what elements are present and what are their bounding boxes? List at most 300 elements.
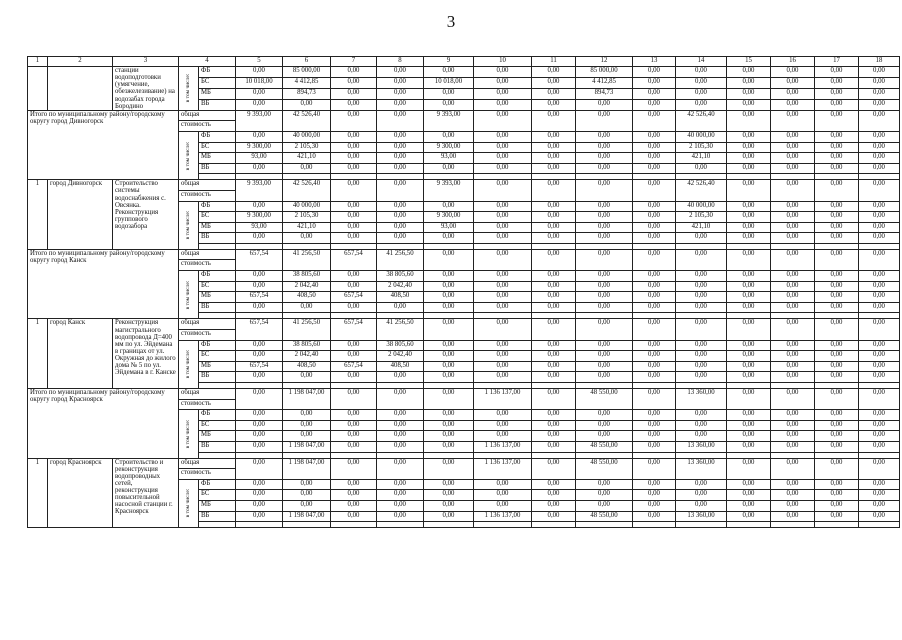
cell-value: 0,00 <box>474 431 532 442</box>
cell-value: 0,00 <box>676 302 727 313</box>
cell-value: 0,00 <box>676 420 727 431</box>
total-value: 0,00 <box>532 249 576 270</box>
cell-value: 0,00 <box>727 431 771 442</box>
cell-value: 0,00 <box>727 441 771 452</box>
vtc-text: в том числе: <box>184 74 191 103</box>
spacer-cell <box>576 522 633 528</box>
cell-value: 0,00 <box>532 222 576 233</box>
total-value: 0,00 <box>859 389 900 410</box>
total-value: 9 393,00 <box>236 180 283 201</box>
cell-value: 0,00 <box>815 292 859 303</box>
cell-value: 0,00 <box>859 372 900 383</box>
header-cell-4: 4 <box>179 57 236 67</box>
cell-value: 0,00 <box>283 372 331 383</box>
cell-value: 0,00 <box>377 490 424 501</box>
cell-value: 0,00 <box>727 479 771 490</box>
spacer-cell <box>815 522 859 528</box>
cell-value: 0,00 <box>331 212 377 223</box>
cell-value: 0,00 <box>283 99 331 110</box>
funding-source: ВБ <box>199 302 236 313</box>
cell-value: 0,00 <box>331 233 377 244</box>
spacer-cell <box>199 522 236 528</box>
cell-value: 0,00 <box>676 292 727 303</box>
cell-value: 0,00 <box>727 281 771 292</box>
cell-value: 421,10 <box>283 222 331 233</box>
cell-value: 0,00 <box>727 201 771 212</box>
cell-value: 0,00 <box>633 163 676 174</box>
cell-value: 0,00 <box>633 302 676 313</box>
cell-value: 0,00 <box>815 340 859 351</box>
cell-value: 0,00 <box>532 351 576 362</box>
cell-value: 0,00 <box>424 511 474 522</box>
total-value: 0,00 <box>771 249 815 270</box>
cell-value: 4 412,85 <box>283 77 331 88</box>
spacer-cell <box>676 522 727 528</box>
total-value: 0,00 <box>859 110 900 131</box>
total-value: 0,00 <box>331 110 377 131</box>
cell-value: 0,00 <box>532 142 576 153</box>
funding-source: ФБ <box>199 479 236 490</box>
cell-value: 0,00 <box>424 163 474 174</box>
cell-value: 657,54 <box>331 292 377 303</box>
total-value: 42 526,40 <box>283 110 331 131</box>
cell-value: 0,00 <box>815 441 859 452</box>
cell-value: 0,00 <box>532 441 576 452</box>
cell-value: 421,10 <box>676 153 727 164</box>
cell-value: 0,00 <box>633 88 676 99</box>
cell-value: 2 042,40 <box>377 281 424 292</box>
funding-source: МБ <box>199 153 236 164</box>
cell-value: 0,00 <box>331 410 377 421</box>
cell-value: 0,00 <box>771 441 815 452</box>
total-value: 0,00 <box>576 110 633 131</box>
cell-value: 10 018,00 <box>424 77 474 88</box>
cell-value: 0,00 <box>424 302 474 313</box>
cell-value: 0,00 <box>377 153 424 164</box>
cell-value: 0,00 <box>331 511 377 522</box>
cell-value: 0,00 <box>576 361 633 372</box>
cell-value: 0,00 <box>576 292 633 303</box>
cell-value: 0,00 <box>424 88 474 99</box>
cell-value: 0,00 <box>859 292 900 303</box>
cell-value: 0,00 <box>633 233 676 244</box>
cell-value: 0,00 <box>576 201 633 212</box>
cell-value: 0,00 <box>771 281 815 292</box>
cell-value: 9 300,00 <box>424 212 474 223</box>
cell-value: 0,00 <box>633 500 676 511</box>
cell-value: 0,00 <box>532 271 576 282</box>
cell-value: 0,00 <box>633 222 676 233</box>
cell-value: 0,00 <box>633 131 676 142</box>
total-value: 0,00 <box>859 319 900 340</box>
total-row <box>28 110 900 121</box>
total-value: 0,00 <box>633 389 676 410</box>
vtc-label <box>179 340 199 388</box>
funding-source: БС <box>199 212 236 223</box>
cell-value: 0,00 <box>283 490 331 501</box>
cell-value: 0,00 <box>576 142 633 153</box>
total-value: 1 136 137,00 <box>474 389 532 410</box>
total-value: 0,00 <box>236 389 283 410</box>
cell-value: 0,00 <box>771 67 815 78</box>
cell-value: 0,00 <box>377 163 424 174</box>
cell-value: 0,00 <box>633 77 676 88</box>
cell-value: 0,00 <box>532 361 576 372</box>
cell-value: 0,00 <box>815 302 859 313</box>
vtc-text: в том числе: <box>184 489 191 518</box>
cell-value: 0,00 <box>859 163 900 174</box>
cell-value: 38 805,60 <box>377 271 424 282</box>
cell-value: 0,00 <box>331 420 377 431</box>
total-value: 13 360,00 <box>676 389 727 410</box>
cell-value: 40 000,00 <box>283 131 331 142</box>
cell-value: 0,00 <box>633 479 676 490</box>
total-value: 0,00 <box>331 180 377 201</box>
cell-value: 0,00 <box>815 361 859 372</box>
row-number: 1 <box>28 458 48 528</box>
cell-value: 0,00 <box>815 201 859 212</box>
total-value: 0,00 <box>676 319 727 340</box>
total-value: 0,00 <box>377 389 424 410</box>
cell-value: 0,00 <box>377 511 424 522</box>
cell-value: 0,00 <box>771 88 815 99</box>
cell-value: 0,00 <box>424 131 474 142</box>
cell-value: 2 105,30 <box>283 212 331 223</box>
source-row <box>28 67 900 78</box>
cell-value: 0,00 <box>474 351 532 362</box>
cell-value: 0,00 <box>576 163 633 174</box>
total-value: 0,00 <box>727 110 771 131</box>
total-value: 0,00 <box>474 319 532 340</box>
cell-value: 0,00 <box>474 372 532 383</box>
cell-value: 0,00 <box>424 500 474 511</box>
cell-value: 13 360,00 <box>676 511 727 522</box>
total-value: 0,00 <box>727 389 771 410</box>
cell-value: 0,00 <box>474 212 532 223</box>
cell-value: 408,50 <box>377 292 424 303</box>
cell-value: 0,00 <box>424 351 474 362</box>
cell-value: 0,00 <box>283 431 331 442</box>
cell-value: 0,00 <box>377 479 424 490</box>
spacer-cell <box>424 522 474 528</box>
cell-value: 0,00 <box>424 201 474 212</box>
cell-value: 0,00 <box>377 131 424 142</box>
cell-value: 0,00 <box>236 271 283 282</box>
cell-value: 0,00 <box>576 233 633 244</box>
total-value: 1 198 047,00 <box>283 389 331 410</box>
cell-value: 0,00 <box>815 163 859 174</box>
cell-value: 0,00 <box>236 431 283 442</box>
cell-value: 0,00 <box>815 420 859 431</box>
total-value: 0,00 <box>236 458 283 479</box>
vtc-text: в том числе: <box>184 210 191 240</box>
cell-value: 0,00 <box>331 88 377 99</box>
total-value: 0,00 <box>633 249 676 270</box>
cell-value: 1 198 047,00 <box>283 511 331 522</box>
cell-value: 0,00 <box>676 500 727 511</box>
cell-value: 657,54 <box>236 361 283 372</box>
cell-value: 0,00 <box>424 410 474 421</box>
cell-value: 0,00 <box>771 222 815 233</box>
cell-value: 0,00 <box>424 340 474 351</box>
total-value: 0,00 <box>424 389 474 410</box>
cell-value: 0,00 <box>633 372 676 383</box>
cell-value: 0,00 <box>771 340 815 351</box>
header-cell-7: 7 <box>331 57 377 67</box>
header-cell-11: 11 <box>532 57 576 67</box>
total-value: 0,00 <box>377 110 424 131</box>
cell-value: 0,00 <box>532 410 576 421</box>
total-value: 0,00 <box>815 249 859 270</box>
cell-value: 0,00 <box>771 351 815 362</box>
total-value: 41 256,50 <box>283 249 331 270</box>
municipality-name: город Красноярск <box>48 458 113 528</box>
cell-value: 0,00 <box>633 340 676 351</box>
cell-value: 0,00 <box>474 410 532 421</box>
row-number: 1 <box>28 319 48 389</box>
total-label-2: стоимость <box>179 469 236 480</box>
header-cell-10: 10 <box>474 57 532 67</box>
total-label-2: стоимость <box>179 190 236 201</box>
total-value: 657,54 <box>236 249 283 270</box>
cell-value: 0,00 <box>727 131 771 142</box>
cell-value: 0,00 <box>377 77 424 88</box>
cell-value: 9 300,00 <box>424 142 474 153</box>
cell-value: 0,00 <box>532 233 576 244</box>
itogo-title: Итого по муниципальному району/городскому округу город Канск <box>28 249 179 319</box>
total-value: 0,00 <box>859 249 900 270</box>
total-value: 0,00 <box>859 180 900 201</box>
cell-value: 2 105,30 <box>676 212 727 223</box>
total-row <box>28 389 900 400</box>
cell-value: 0,00 <box>815 99 859 110</box>
total-value: 42 526,40 <box>676 110 727 131</box>
funding-source: МБ <box>199 222 236 233</box>
cell-value: 10 018,00 <box>236 77 283 88</box>
funding-source: МБ <box>199 88 236 99</box>
cell-value: 894,73 <box>576 88 633 99</box>
cell-value: 0,00 <box>676 233 727 244</box>
cell-value: 0,00 <box>815 479 859 490</box>
cell-value: 0,00 <box>576 302 633 313</box>
cell-value: 0,00 <box>727 351 771 362</box>
cell-value: 0,00 <box>633 201 676 212</box>
total-value: 41 256,50 <box>377 319 424 340</box>
cell-value: 0,00 <box>859 500 900 511</box>
cell-value: 0,00 <box>424 99 474 110</box>
cell-value: 0,00 <box>331 271 377 282</box>
cell-value: 0,00 <box>771 271 815 282</box>
cell-value: 0,00 <box>859 142 900 153</box>
cell-value: 0,00 <box>532 67 576 78</box>
cell-value: 0,00 <box>474 490 532 501</box>
cell-value: 0,00 <box>771 431 815 442</box>
total-value: 13 360,00 <box>676 458 727 479</box>
cell-value: 2 042,40 <box>283 281 331 292</box>
total-value: 0,00 <box>474 180 532 201</box>
total-value: 0,00 <box>727 458 771 479</box>
cell-value: 0,00 <box>283 233 331 244</box>
cell-value: 0,00 <box>576 479 633 490</box>
cell-value: 0,00 <box>424 67 474 78</box>
cell-value: 0,00 <box>236 351 283 362</box>
header-cell-5: 5 <box>236 57 283 67</box>
cell-value: 0,00 <box>236 99 283 110</box>
cell-value: 0,00 <box>633 153 676 164</box>
total-value: 42 526,40 <box>283 180 331 201</box>
cell-value: 0,00 <box>576 153 633 164</box>
total-value: 9 393,00 <box>424 110 474 131</box>
cell-value: 0,00 <box>236 500 283 511</box>
cell-value: 0,00 <box>676 67 727 78</box>
cell-value: 0,00 <box>676 351 727 362</box>
cell-value: 0,00 <box>859 351 900 362</box>
cell-value: 0,00 <box>576 281 633 292</box>
cell-value: 0,00 <box>727 67 771 78</box>
cell-value: 0,00 <box>474 201 532 212</box>
cell-value: 0,00 <box>676 431 727 442</box>
cell-value: 0,00 <box>815 212 859 223</box>
cell-value: 0,00 <box>377 233 424 244</box>
cell-value: 894,73 <box>283 88 331 99</box>
vtc-text: в том числе: <box>184 280 191 310</box>
object-description: Строительство и реконструкция водопроводных сетей, реконструкция повысительной насосной станции г. Красноярск <box>113 458 179 528</box>
funding-source: ВБ <box>199 99 236 110</box>
cell-value: 0,00 <box>331 351 377 362</box>
cell-value: 0,00 <box>859 441 900 452</box>
total-value: 0,00 <box>576 249 633 270</box>
cell-value: 2 105,30 <box>283 142 331 153</box>
cell-value: 0,00 <box>859 271 900 282</box>
cell-value: 0,00 <box>676 271 727 282</box>
cell-value: 0,00 <box>815 372 859 383</box>
cell-value: 0,00 <box>859 67 900 78</box>
cell-value: 0,00 <box>236 302 283 313</box>
header-cell-12: 12 <box>576 57 633 67</box>
cell-value: 0,00 <box>474 302 532 313</box>
vtc-label <box>179 67 199 111</box>
cell-value: 0,00 <box>859 153 900 164</box>
cell-value: 0,00 <box>633 511 676 522</box>
cell-value: 0,00 <box>815 142 859 153</box>
cell-value: 0,00 <box>815 222 859 233</box>
cell-value: 0,00 <box>474 163 532 174</box>
cell-value: 0,00 <box>815 88 859 99</box>
cell-value: 0,00 <box>474 153 532 164</box>
funding-source: ВБ <box>199 233 236 244</box>
cell-value: 0,00 <box>771 201 815 212</box>
total-value: 0,00 <box>727 180 771 201</box>
cell-value: 0,00 <box>331 500 377 511</box>
cell-value: 93,00 <box>236 222 283 233</box>
cell-value: 0,00 <box>859 88 900 99</box>
funding-source: БС <box>199 420 236 431</box>
total-value: 657,54 <box>331 249 377 270</box>
total-value: 0,00 <box>424 458 474 479</box>
municipality-name <box>48 67 113 111</box>
cell-value: 0,00 <box>676 281 727 292</box>
cell-value: 0,00 <box>676 88 727 99</box>
vtc-label <box>179 410 199 458</box>
total-value: 0,00 <box>474 249 532 270</box>
cell-value: 0,00 <box>236 420 283 431</box>
cell-value: 0,00 <box>331 302 377 313</box>
cell-value: 0,00 <box>676 479 727 490</box>
total-value: 0,00 <box>424 249 474 270</box>
cell-value: 0,00 <box>424 420 474 431</box>
total-label-2: стоимость <box>179 399 236 410</box>
header-cell-13: 13 <box>633 57 676 67</box>
cell-value: 421,10 <box>283 153 331 164</box>
cell-value: 9 300,00 <box>236 142 283 153</box>
cell-value: 38 805,60 <box>377 340 424 351</box>
spacer-cell <box>236 522 283 528</box>
cell-value: 0,00 <box>532 77 576 88</box>
cell-value: 38 805,60 <box>283 271 331 282</box>
cell-value: 2 105,30 <box>676 142 727 153</box>
cell-value: 0,00 <box>532 131 576 142</box>
cell-value: 0,00 <box>815 490 859 501</box>
cell-value: 0,00 <box>727 271 771 282</box>
cell-value: 0,00 <box>377 142 424 153</box>
cell-value: 0,00 <box>331 222 377 233</box>
cell-value: 0,00 <box>474 222 532 233</box>
cell-value: 0,00 <box>576 372 633 383</box>
cell-value: 0,00 <box>859 361 900 372</box>
cell-value: 0,00 <box>727 340 771 351</box>
total-label: общая <box>179 249 236 260</box>
spacer-cell <box>859 522 900 528</box>
cell-value: 0,00 <box>474 500 532 511</box>
cell-value: 0,00 <box>474 77 532 88</box>
header-cell-17: 17 <box>815 57 859 67</box>
cell-value: 0,00 <box>474 479 532 490</box>
cell-value: 0,00 <box>633 351 676 362</box>
cell-value: 0,00 <box>283 410 331 421</box>
cell-value: 0,00 <box>236 372 283 383</box>
municipality-name: город Дивногорск <box>48 180 113 250</box>
funding-source: БС <box>199 490 236 501</box>
cell-value: 0,00 <box>377 441 424 452</box>
cell-value: 0,00 <box>771 142 815 153</box>
cell-value: 93,00 <box>236 153 283 164</box>
cell-value: 0,00 <box>377 201 424 212</box>
total-value: 0,00 <box>815 180 859 201</box>
funding-source: БС <box>199 351 236 362</box>
cell-value: 0,00 <box>576 99 633 110</box>
total-value: 41 256,50 <box>283 319 331 340</box>
vtc-label <box>179 131 199 179</box>
cell-value: 0,00 <box>676 99 727 110</box>
cell-value: 0,00 <box>815 431 859 442</box>
cell-value: 0,00 <box>474 67 532 78</box>
total-value: 9 393,00 <box>236 110 283 131</box>
cell-value: 0,00 <box>331 67 377 78</box>
total-value: 0,00 <box>815 319 859 340</box>
total-value: 9 393,00 <box>424 180 474 201</box>
cell-value: 0,00 <box>474 88 532 99</box>
total-value: 0,00 <box>532 458 576 479</box>
municipality-name: город Канск <box>48 319 113 389</box>
cell-value: 408,50 <box>283 361 331 372</box>
cell-value: 0,00 <box>424 490 474 501</box>
cell-value: 0,00 <box>633 142 676 153</box>
cell-value: 0,00 <box>859 431 900 442</box>
cell-value: 0,00 <box>633 212 676 223</box>
total-value: 0,00 <box>377 180 424 201</box>
cell-value: 0,00 <box>576 222 633 233</box>
cell-value: 38 805,60 <box>283 340 331 351</box>
